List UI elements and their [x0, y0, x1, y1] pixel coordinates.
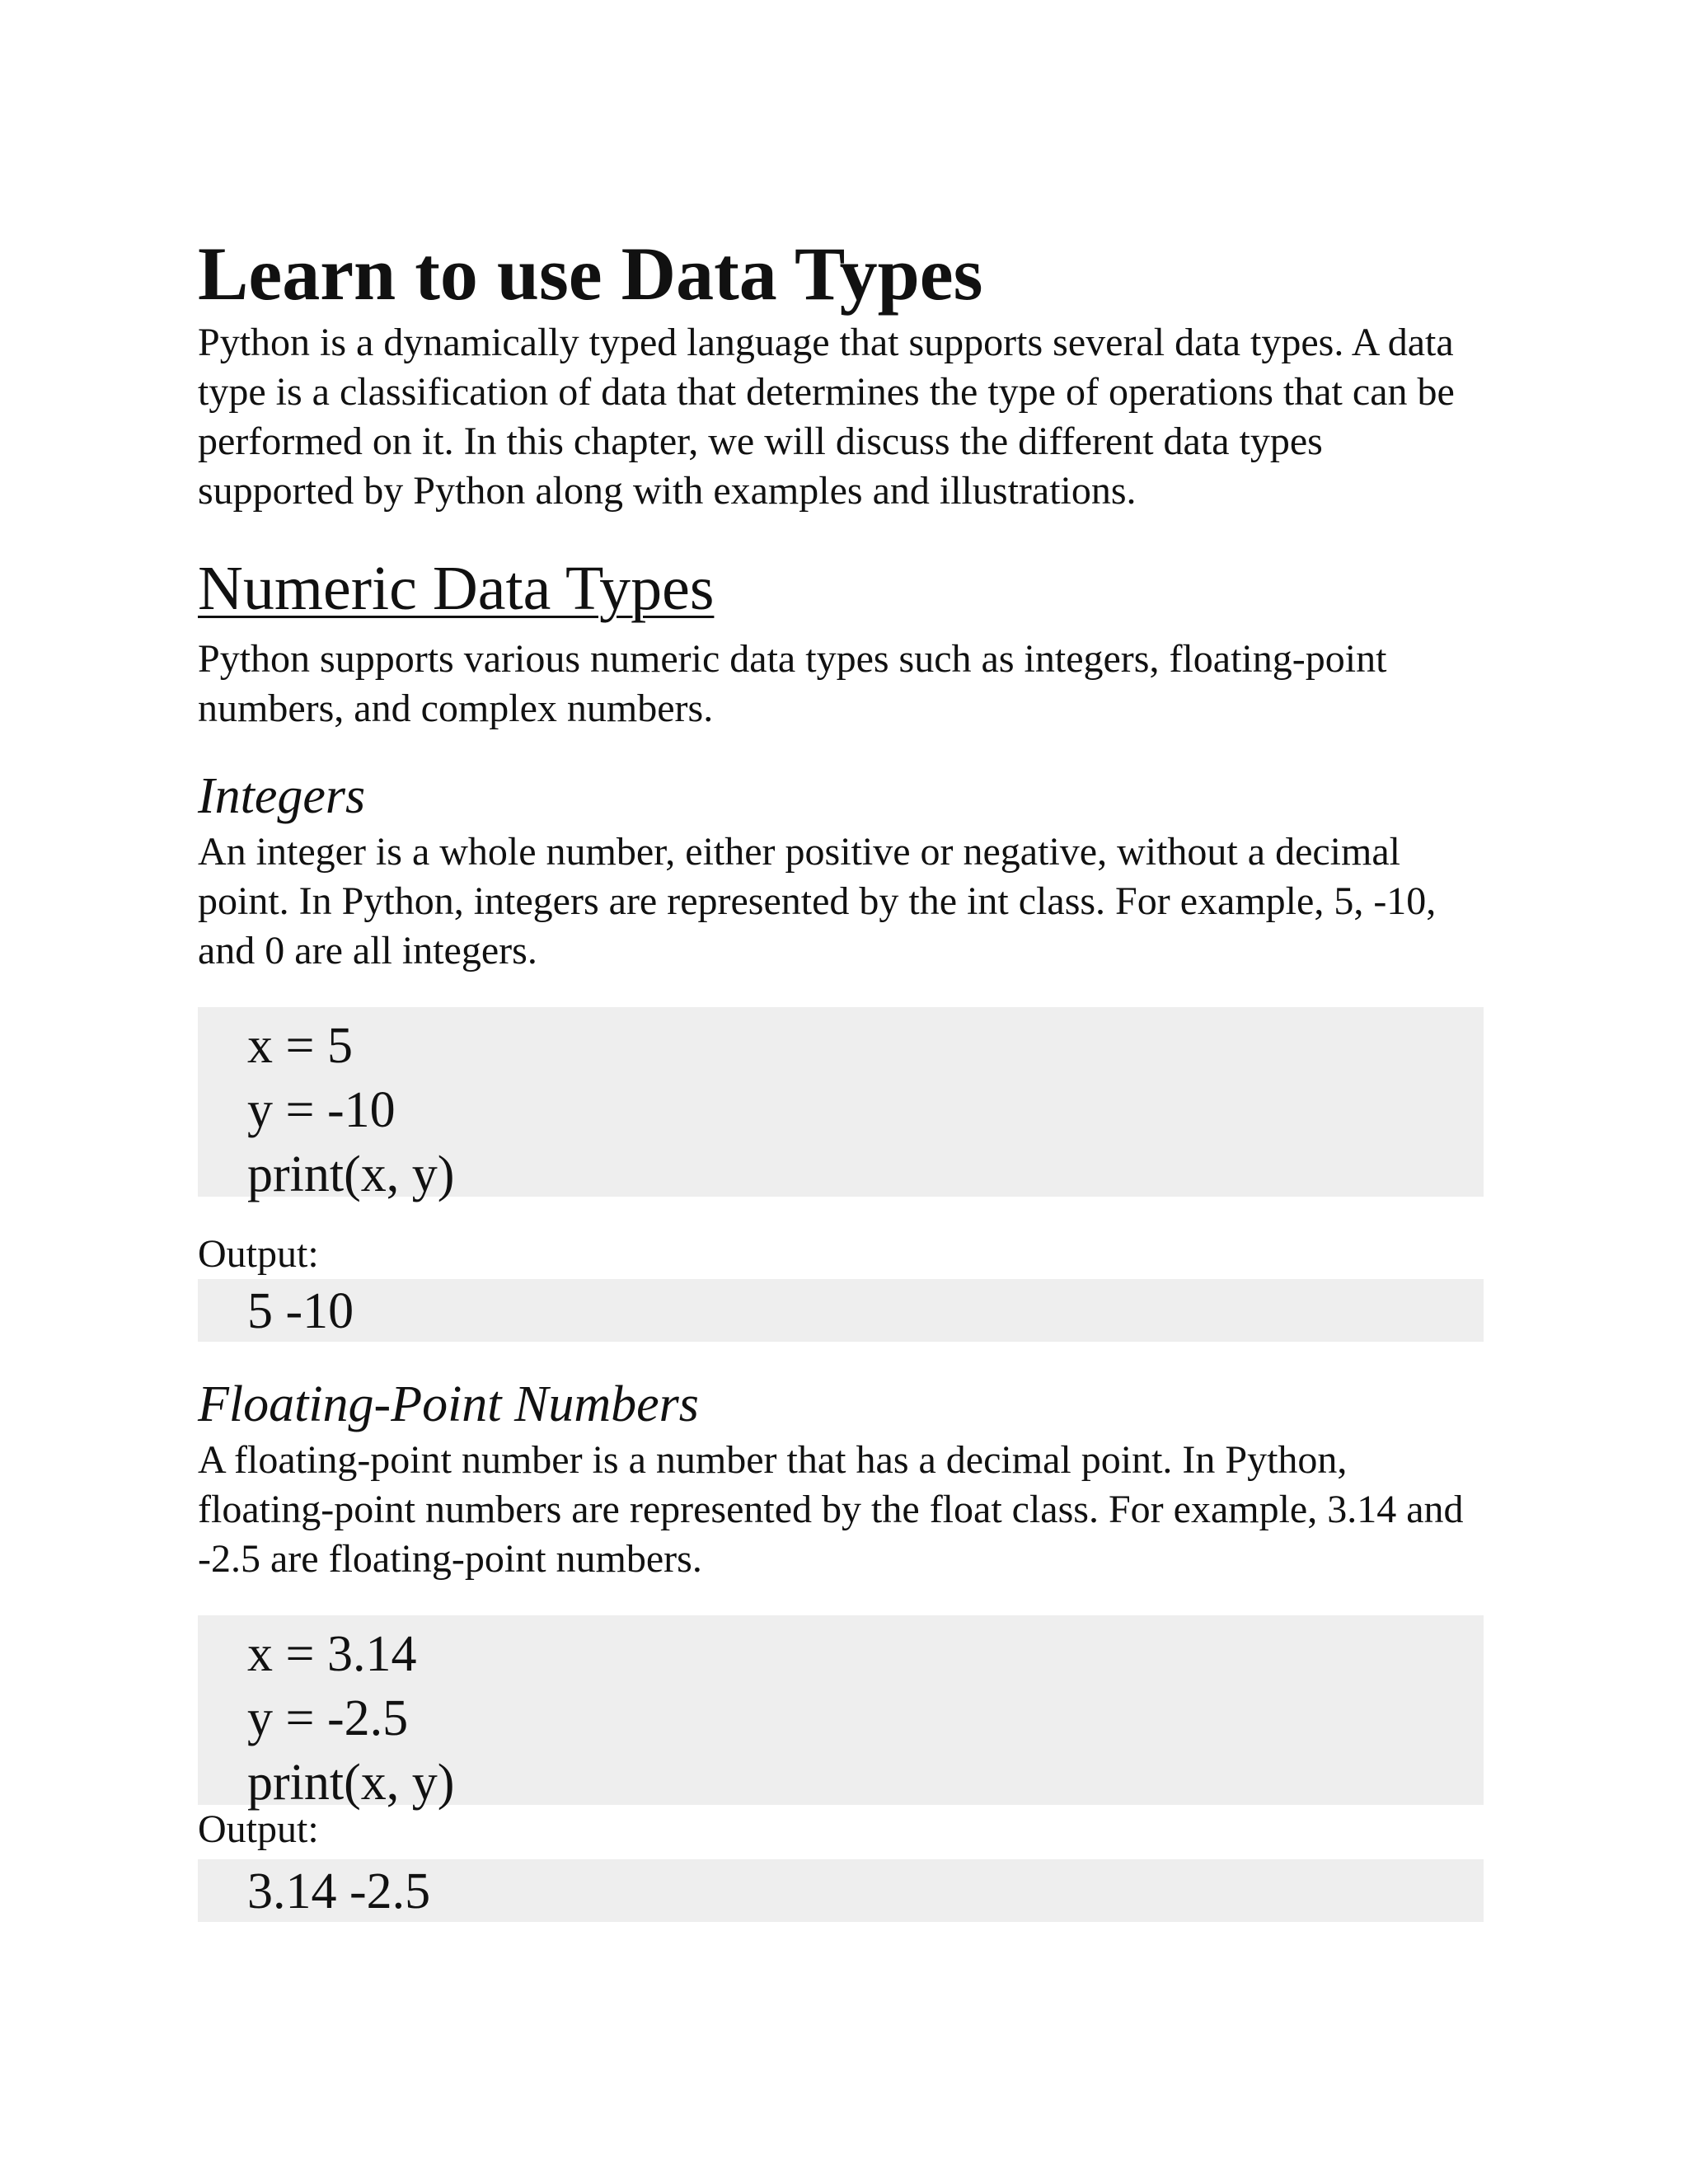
output-label-floats: Output: — [198, 1807, 319, 1851]
code-line: y = -10 — [247, 1082, 396, 1138]
numeric-paragraph: Python supports various numeric data types such as integers, floating-point numbers, and complex numbers. — [198, 637, 1387, 730]
output-line: 5 -10 — [247, 1283, 354, 1339]
output-block-integers — [198, 1279, 1484, 1342]
output-block-floats — [198, 1859, 1484, 1922]
intro-paragraph: Python is a dynamically typed language that supports several data types. A data type is a classification of data that determines the type of operations that can be performed on it. In this chapter, we will discuss the different data types supported by Python along with examples and illustrations. — [198, 321, 1455, 513]
integers-paragraph: An integer is a whole number, either positive or negative, without a decimal point. In Python, integers are represented by the int class. For example, 5, -10, and 0 are all integers. — [198, 830, 1437, 972]
floats-paragraph: A floating-point number is a number that has a decimal point. In Python, floating-point numbers are represented by the float class. For example, 3.14 and -2.5 are floating-point numbers. — [198, 1438, 1464, 1581]
page-title: Learn to use Data Types — [198, 232, 983, 316]
subsection-heading-floats: Floating-Point Numbers — [198, 1376, 699, 1432]
output-line: 3.14 -2.5 — [247, 1863, 431, 1919]
code-line: x = 3.14 — [247, 1626, 417, 1682]
output-label-integers: Output: — [198, 1232, 319, 1276]
code-line: print(x, y) — [247, 1146, 455, 1202]
code-block-floats — [198, 1615, 1484, 1811]
code-line: print(x, y) — [247, 1755, 455, 1811]
document-page — [198, 231, 1484, 1922]
code-block-integers — [198, 1007, 1484, 1202]
code-line: x = 5 — [247, 1018, 353, 1074]
code-line: y = -2.5 — [247, 1690, 409, 1746]
subsection-heading-integers: Integers — [198, 768, 366, 824]
section-heading-numeric: Numeric Data Types — [198, 554, 715, 623]
